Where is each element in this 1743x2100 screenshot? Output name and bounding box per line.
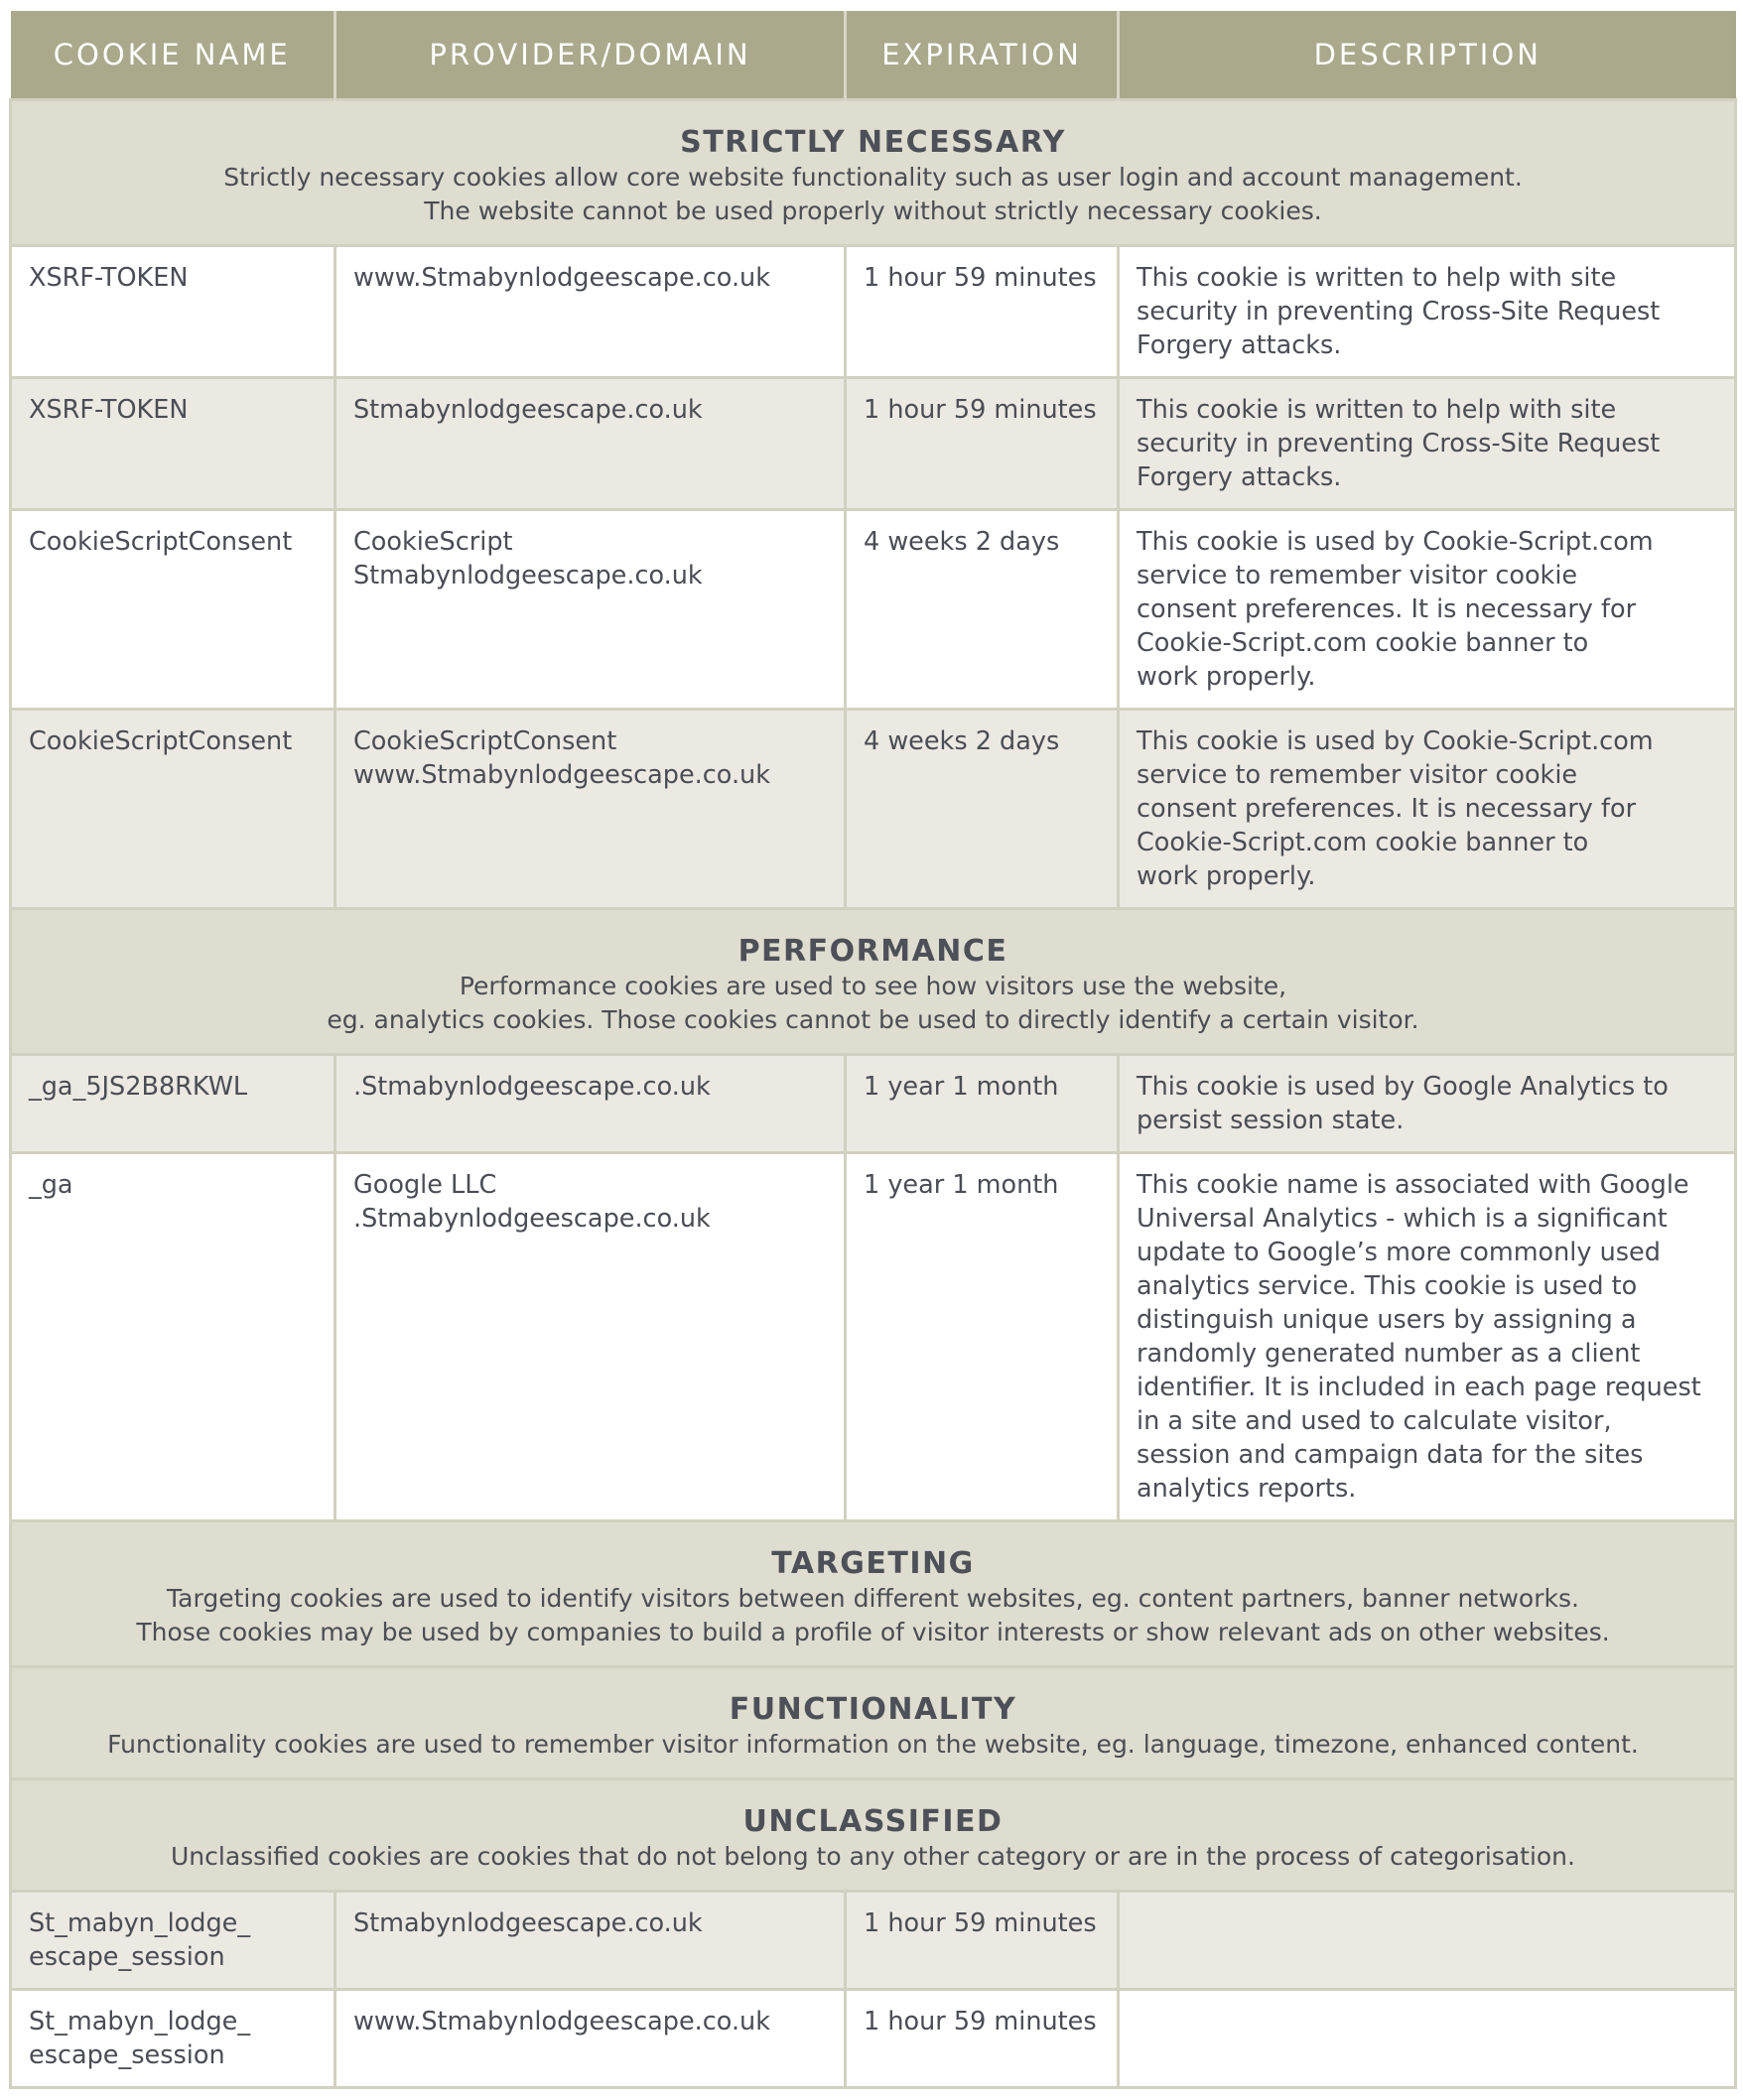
description-cell: This cookie is used by Google Analytics to persist session state. [1119, 1055, 1736, 1153]
category-cell [11, 1667, 1736, 1779]
table-row [11, 1055, 1736, 1153]
category-title: STRICTLY NECESSARY [680, 125, 1066, 160]
cookie-name-cell: CookieScriptConsent [11, 510, 335, 710]
expiration-cell: 1 hour 59 minutes [846, 246, 1119, 378]
category-description: Targeting cookies are used to identify visitors between different websites, eg. content partners, banner networks. Those cookies may be used by companies to build a profile of visitor interests or show relevant ads on other websites. [136, 1584, 1610, 1646]
provider-cell: www.Stmabynlodgeescape.co.uk [335, 246, 846, 378]
cookie-table [9, 11, 1737, 2089]
description-cell: This cookie is used by Cookie-Script.com service to remember visitor cookie consent preferences. It is necessary for Cookie-Script.com cookie banner to work properly. [1119, 510, 1736, 710]
category-cell [11, 909, 1736, 1055]
cookie-name-cell: XSRF-TOKEN [11, 246, 335, 378]
table-row [11, 246, 1736, 378]
table-row [11, 1892, 1736, 1990]
table-row [11, 1990, 1736, 2088]
cookie-name-cell: XSRF-TOKEN [11, 378, 335, 510]
expiration-cell: 4 weeks 2 days [846, 710, 1119, 909]
cookie-name-cell: _ga [11, 1153, 335, 1521]
description-cell [1119, 1990, 1736, 2088]
cookie-name-cell: CookieScriptConsent [11, 710, 335, 909]
category-description: Functionality cookies are used to remember visitor information on the website, eg. language, timezone, enhanced content. [107, 1730, 1639, 1759]
category-title: FUNCTIONALITY [729, 1692, 1017, 1727]
provider-cell: Stmabynlodgeescape.co.uk [335, 1892, 846, 1990]
category-title: PERFORMANCE [737, 934, 1008, 969]
category-cell [11, 100, 1736, 246]
category-row-unclassified [11, 1779, 1736, 1892]
category-description: Performance cookies are used to see how visitors use the website, eg. analytics cookies. Those cookies cannot be used to directly identify a certain visitor. [327, 972, 1419, 1034]
category-row-strictly-necessary [11, 100, 1736, 246]
provider-cell: Stmabynlodgeescape.co.uk [335, 378, 846, 510]
category-row-performance [11, 909, 1736, 1055]
category-description: Strictly necessary cookies allow core website functionality such as user login and account management. The website cannot be used properly without strictly necessary cookies. [223, 163, 1523, 225]
category-row-targeting [11, 1521, 1736, 1667]
expiration-cell: 1 hour 59 minutes [846, 1990, 1119, 2088]
description-cell [1119, 1892, 1736, 1990]
description-cell: This cookie is written to help with site security in preventing Cross-Site Request Forgery attacks. [1119, 378, 1736, 510]
table-row [11, 378, 1736, 510]
expiration-cell: 4 weeks 2 days [846, 510, 1119, 710]
category-title: TARGETING [771, 1546, 975, 1581]
description-cell: This cookie is written to help with site security in preventing Cross-Site Request Forgery attacks. [1119, 246, 1736, 378]
table-row [11, 510, 1736, 710]
expiration-cell: 1 year 1 month [846, 1055, 1119, 1153]
provider-cell: Google LLC .Stmabynlodgeescape.co.uk [335, 1153, 846, 1521]
table-row [11, 1153, 1736, 1521]
description-cell: This cookie name is associated with Google Universal Analytics - which is a significant update to Google’s more commonly used analytics service. This cookie is used to distinguish unique users by assigning a randomly generated number as a client identifier. It is included in each page request in a site and used to calculate visitor, session and campaign data for the sites analytics reports. [1119, 1153, 1736, 1521]
table-header-row [11, 11, 1736, 100]
expiration-cell: 1 year 1 month [846, 1153, 1119, 1521]
provider-cell: www.Stmabynlodgeescape.co.uk [335, 1990, 846, 2088]
category-row-functionality [11, 1667, 1736, 1779]
header-description: DESCRIPTION [1119, 11, 1736, 100]
header-provider-domain: PROVIDER/DOMAIN [335, 11, 846, 100]
table-row [11, 710, 1736, 909]
description-cell: This cookie is used by Cookie-Script.com service to remember visitor cookie consent preferences. It is necessary for Cookie-Script.com cookie banner to work properly. [1119, 710, 1736, 909]
category-description: Unclassified cookies are cookies that do not belong to any other category or are in the process of categorisation. [171, 1842, 1575, 1871]
provider-cell: .Stmabynlodgeescape.co.uk [335, 1055, 846, 1153]
category-cell [11, 1521, 1736, 1667]
header-expiration: EXPIRATION [846, 11, 1119, 100]
provider-cell: CookieScript Stmabynlodgeescape.co.uk [335, 510, 846, 710]
category-title: UNCLASSIFIED [742, 1804, 1004, 1839]
cookie-name-cell: St_mabyn_lodge_ escape_session [11, 1990, 335, 2088]
cookie-name-cell: _ga_5JS2B8RKWL [11, 1055, 335, 1153]
category-cell [11, 1779, 1736, 1892]
provider-cell: CookieScriptConsent www.Stmabynlodgeescape.co.uk [335, 710, 846, 909]
expiration-cell: 1 hour 59 minutes [846, 378, 1119, 510]
cookie-name-cell: St_mabyn_lodge_ escape_session [11, 1892, 335, 1990]
expiration-cell: 1 hour 59 minutes [846, 1892, 1119, 1990]
cookie-table-container [9, 11, 1734, 2089]
header-cookie-name: COOKIE NAME [11, 11, 335, 100]
